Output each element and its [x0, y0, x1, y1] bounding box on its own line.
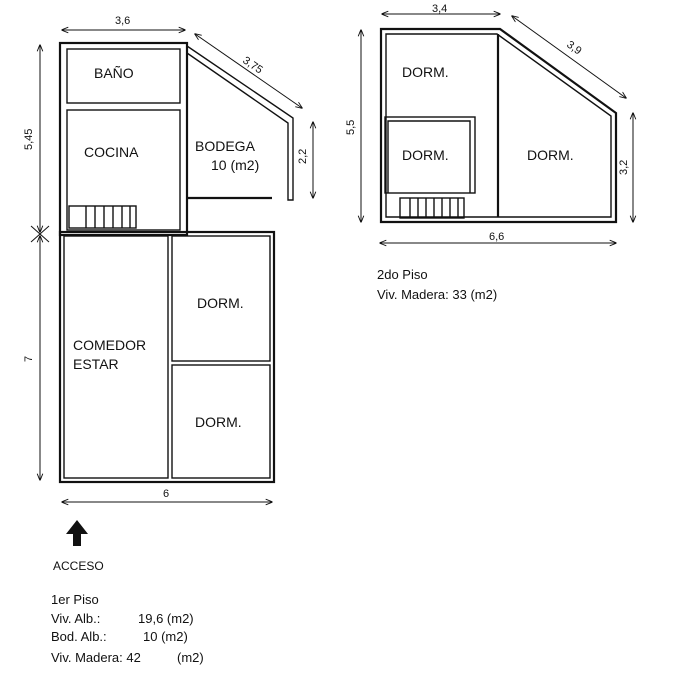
- f2-dorm-mid-left-label: DORM.: [402, 147, 449, 163]
- f1-lower-height-label: 7: [23, 355, 35, 362]
- f2-right-height-label: 3,2: [618, 159, 630, 175]
- dorm-upper-label: DORM.: [197, 295, 244, 311]
- f1-bottom-width-label: 6: [163, 488, 170, 500]
- summary-3-value: (m2): [177, 650, 204, 665]
- f2-dorm-right-label: DORM.: [527, 147, 574, 163]
- floor-1-stairs: [69, 206, 136, 228]
- f2-dorm-top-left-label: DORM.: [402, 64, 449, 80]
- f1-bodega-height-label: 2,2: [297, 148, 309, 164]
- f1-diagonal-label: 3,75: [240, 54, 265, 77]
- floor-2-title: 2do Piso: [377, 267, 428, 282]
- summary-2-label: Bod. Alb.:: [51, 629, 107, 644]
- access-label: ACCESO: [53, 559, 104, 573]
- f2-bottom-width-label: 6,6: [489, 231, 505, 243]
- bano-label: BAÑO: [94, 65, 134, 81]
- bodega-walls: [187, 46, 293, 200]
- cocina-room: [67, 110, 180, 230]
- summary-1-value: 19,6 (m2): [138, 611, 194, 626]
- arrow-up-icon: [66, 520, 88, 546]
- f2-top-width-label: 3,4: [432, 3, 448, 15]
- summary-2-value: 10 (m2): [143, 629, 188, 644]
- summary-1-label: Viv. Alb.:: [51, 611, 101, 626]
- floor-1-plan: [23, 15, 313, 665]
- f2-left-height-label: 5,5: [345, 119, 357, 135]
- estar-label: ESTAR: [73, 356, 119, 372]
- cocina-label: COCINA: [84, 144, 139, 160]
- f1-diagonal-dimline: [195, 34, 302, 108]
- floor-2-summary: Viv. Madera: 33 (m2): [377, 287, 498, 302]
- bodega-label: BODEGA: [195, 138, 255, 154]
- dorm-lower-label: DORM.: [195, 414, 242, 430]
- floor-2-plan: [345, 3, 633, 302]
- f2-diagonal-label: 3,9: [564, 38, 584, 58]
- floor-2-stairs: [400, 198, 464, 218]
- bodega-area-label: 10 (m2): [211, 157, 260, 173]
- summary-3-label: Viv. Madera: 42: [51, 650, 141, 665]
- floor-1-title: 1er Piso: [51, 592, 99, 607]
- f1-upper-height-label: 5,45: [23, 128, 35, 150]
- f1-top-width-label: 3,6: [115, 15, 131, 27]
- comedor-label: COMEDOR: [73, 337, 147, 353]
